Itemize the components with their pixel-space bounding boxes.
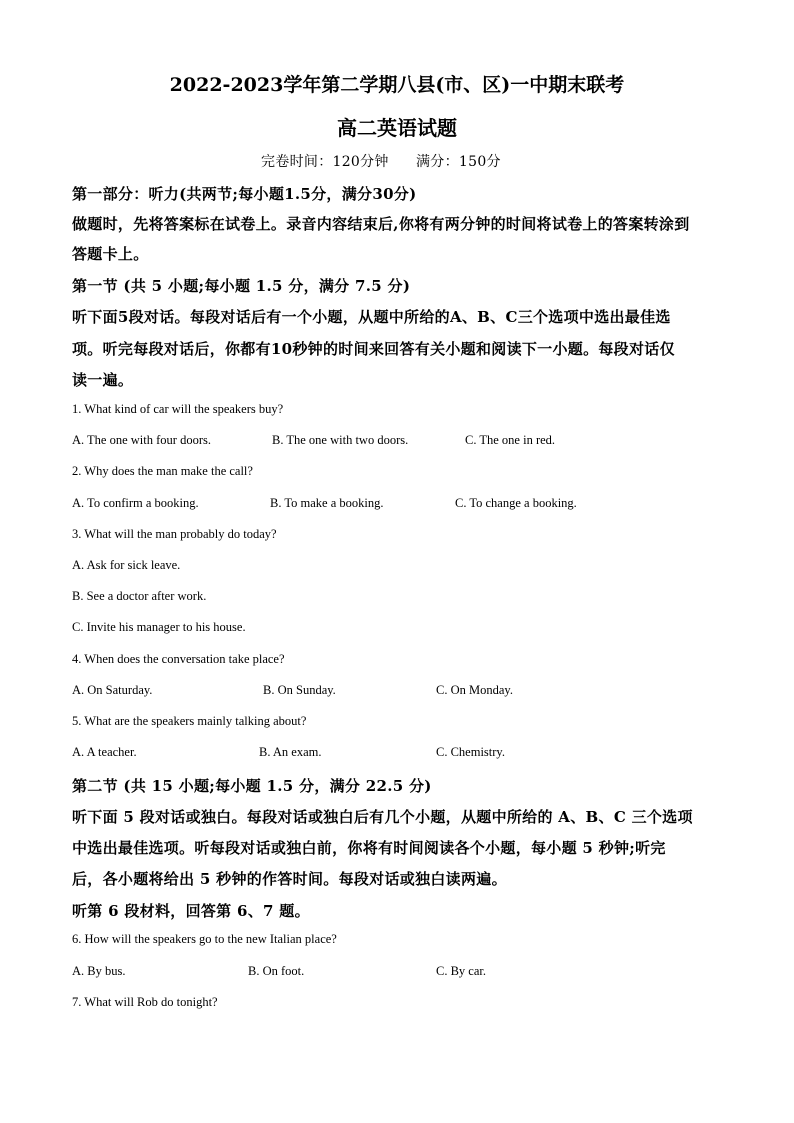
q3-stem: 3. What will the man probably do today? bbox=[72, 527, 277, 541]
section1-instruction-line3: 读一遍。 bbox=[72, 371, 134, 389]
q3-option-a: A. Ask for sick leave. bbox=[72, 558, 181, 572]
exam-score: 满分：150分 bbox=[416, 154, 501, 170]
q2-stem: 2. Why does the man make the call? bbox=[72, 464, 253, 478]
q5-option-b: B. An exam. bbox=[259, 745, 322, 759]
q5-option-c: C. Chemistry. bbox=[436, 745, 505, 759]
q6-option-c: C. By car. bbox=[436, 964, 486, 978]
q2-option-b: B. To make a booking. bbox=[270, 496, 384, 510]
q1-option-b: B. The one with two doors. bbox=[272, 433, 409, 447]
q1-stem: 1. What kind of car will the speakers buy? bbox=[72, 402, 284, 416]
q2-option-c: C. To change a booking. bbox=[455, 496, 577, 510]
q5-stem: 5. What are the speakers mainly talking about? bbox=[72, 714, 307, 728]
part1-instruction-line2: 答题卡上。 bbox=[72, 245, 149, 263]
section2-instruction-line3: 后，各小题将给出 5 秒钟的作答时间。每段对话或独白读两遍。 bbox=[72, 870, 507, 888]
section2-heading: 第二节 (共 15 小题;每小题 1.5 分，满分 22.5 分) bbox=[72, 777, 432, 795]
q2-option-a: A. To confirm a booking. bbox=[72, 496, 199, 510]
section2-instruction-line1: 听下面 5 段对话或独白。每段对话或独白后有几个小题，从题中所给的 A、B、C 三个选项 bbox=[72, 808, 693, 826]
q4-stem: 4. When does the conversation take place? bbox=[72, 652, 285, 666]
q1-option-a: A. The one with four doors. bbox=[72, 433, 211, 447]
q3-option-c: C. Invite his manager to his house. bbox=[72, 620, 246, 634]
exam-subtitle: 高二英语试题 bbox=[337, 116, 457, 140]
q5-option-a: A. A teacher. bbox=[72, 745, 137, 759]
section1-instruction-line1: 听下面5段对话。每段对话后有一个小题，从题中所给的A、B、C三个选项中选出最佳选 bbox=[72, 308, 671, 326]
section1-instruction-line2: 项。听完每段对话后，你都有10秒钟的时间来回答有关小题和阅读下一小题。每段对话仅 bbox=[72, 340, 675, 358]
q6-stem: 6. How will the speakers go to the new Italian place? bbox=[72, 932, 337, 946]
exam-time: 完卷时间：120分钟 bbox=[261, 154, 389, 170]
part1-instruction-line1: 做题时，先将答案标在试卷上。录音内容结束后,你将有两分钟的时间将试卷上的答案转涂到 bbox=[72, 215, 690, 233]
q6-option-b: B. On foot. bbox=[248, 964, 305, 978]
q4-option-b: B. On Sunday. bbox=[263, 683, 336, 697]
q4-option-c: C. On Monday. bbox=[436, 683, 513, 697]
q4-option-a: A. On Saturday. bbox=[72, 683, 153, 697]
section1-heading: 第一节 (共 5 小题;每小题 1.5 分，满分 7.5 分) bbox=[72, 277, 411, 295]
q1-option-c: C. The one in red. bbox=[465, 433, 556, 447]
q6-option-a: A. By bus. bbox=[72, 964, 126, 978]
q3-option-b: B. See a doctor after work. bbox=[72, 589, 207, 603]
section2-instruction-line2: 中选出最佳选项。听每段对话或独白前，你将有时间阅读各个小题，每小题 5 秒钟;听完 bbox=[72, 839, 666, 857]
exam-title: 2022-2023学年第二学期八县(市、区)一中期末联考 bbox=[169, 74, 625, 96]
q7-stem: 7. What will Rob do tonight? bbox=[72, 995, 218, 1009]
part1-heading: 第一部分：听力(共两节;每小题1.5分，满分30分) bbox=[72, 185, 417, 203]
passage6-heading: 听第 6 段材料，回答第 6、7 题。 bbox=[72, 902, 310, 920]
